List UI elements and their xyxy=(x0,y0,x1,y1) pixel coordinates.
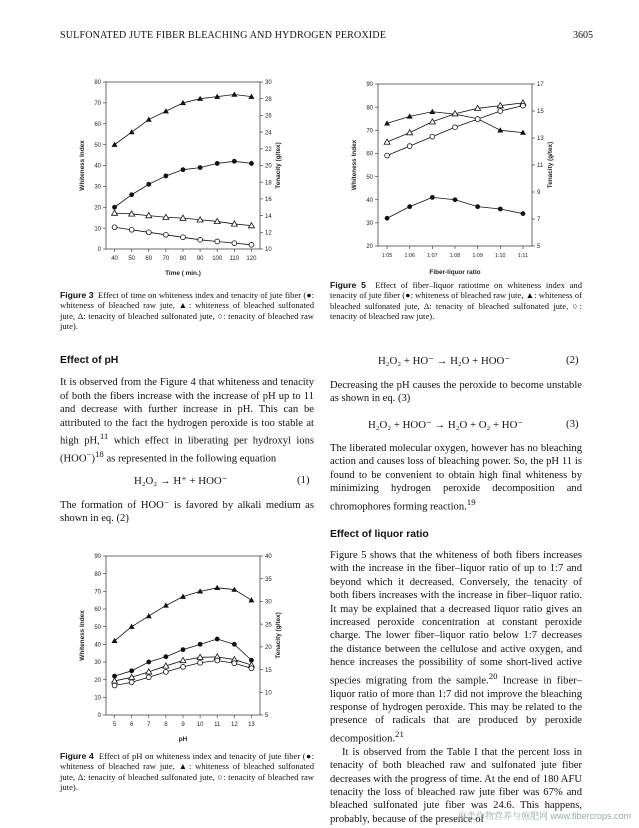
data-point xyxy=(249,161,254,166)
x-tick-label: 1:06 xyxy=(404,253,415,259)
paragraph-hoo-block xyxy=(60,499,314,526)
data-point xyxy=(112,225,117,230)
data-point xyxy=(214,585,220,590)
x-tick-label: 13 xyxy=(248,722,255,728)
data-point xyxy=(249,666,254,671)
data-point xyxy=(385,153,390,158)
y-tick-label: 80 xyxy=(94,80,101,87)
data-point xyxy=(429,109,435,114)
data-point xyxy=(181,664,186,669)
y2-tick-label: 10 xyxy=(265,247,272,254)
equation-2: H₂O₂ + HO⁻ → H₂O + HOO⁻ xyxy=(378,355,511,367)
paragraph-decrease-block xyxy=(330,379,582,406)
y2-tick-label: 12 xyxy=(265,230,272,237)
data-point xyxy=(181,235,186,240)
data-point xyxy=(112,210,118,215)
y2-tick-label: 14 xyxy=(265,213,272,220)
data-point xyxy=(181,167,186,172)
y-tick-label: 30 xyxy=(366,221,373,228)
running-title: SULFONATED JUTE FIBER BLEACHING AND HYDROGEN PEROXIDE xyxy=(60,30,387,41)
data-point xyxy=(232,241,237,246)
data-point xyxy=(198,237,203,242)
data-point xyxy=(232,661,237,666)
figure-3-label: Figure 3 xyxy=(60,290,94,300)
y2-tick-label: 7 xyxy=(537,217,541,224)
series-line xyxy=(387,103,523,142)
data-point xyxy=(163,669,168,674)
data-point xyxy=(407,144,412,149)
data-point xyxy=(521,103,526,108)
data-point xyxy=(521,211,526,216)
figure-5-label: Figure 5 xyxy=(330,280,366,290)
data-point xyxy=(112,142,118,147)
y-tick-label: 60 xyxy=(94,607,101,614)
y2-axis-label: Tenacity (g/tex) xyxy=(275,142,282,189)
x-tick-label: 9 xyxy=(181,722,185,728)
data-point xyxy=(198,642,203,647)
y-tick-label: 70 xyxy=(94,101,101,108)
y2-axis-label: Tenacity (g/tex) xyxy=(547,141,554,189)
x-axis-label: pH xyxy=(178,736,188,743)
data-point xyxy=(112,205,117,210)
data-point xyxy=(249,242,254,247)
y2-tick-label: 22 xyxy=(265,147,272,153)
y2-tick-label: 20 xyxy=(265,163,272,170)
figure-3-caption-text: Effect of time on whiteness index and tenacity of jute fiber (●: whiteness of bleached raw jute, ▲: whiteness of bleached sulfonated jute, Δ: tenacity of bleached sulfonated jute, ○: tenacity of bleached raw jute). xyxy=(60,290,315,332)
y2-tick-label: 35 xyxy=(265,576,272,583)
data-point xyxy=(231,92,237,97)
y2-tick-label: 5 xyxy=(537,244,541,251)
y-tick-label: 40 xyxy=(94,642,101,649)
y-tick-label: 10 xyxy=(94,226,101,233)
equation-1-number: (1) xyxy=(297,474,310,486)
data-point xyxy=(215,161,220,166)
equation-3-number: (3) xyxy=(566,418,579,430)
left-column-text xyxy=(60,354,314,466)
data-point xyxy=(129,680,134,685)
x-tick-label: 70 xyxy=(162,256,170,262)
y2-axis-label: Tenacity (g/tex) xyxy=(275,612,282,659)
data-point xyxy=(215,239,220,244)
x-axis-label: Fiber-liquor ratio xyxy=(429,269,481,276)
y-tick-label: 50 xyxy=(94,142,101,149)
data-point xyxy=(248,597,254,602)
y2-tick-label: 40 xyxy=(265,554,272,561)
x-tick-label: 7 xyxy=(147,722,151,728)
figure-4-chart xyxy=(80,548,290,743)
y-tick-label: 60 xyxy=(366,151,373,158)
figure-5-caption-text: Effect of fiber–liquor ratiotime on whiteness index and tenacity of jute fiber (●: whiteness of bleached raw jute, ▲: whiteness of bleached sulfonated jute, Δ: tenacity of bleached sulfonated jute, ○: tenacity of bleached raw jute). xyxy=(330,280,583,322)
y2-tick-label: 13 xyxy=(537,136,544,143)
paragraph-hoo: The formation of HOO⁻ is favored by alkali medium as shown in eq. (2) xyxy=(60,500,314,525)
x-tick-label: 110 xyxy=(229,256,240,262)
data-point xyxy=(112,683,117,688)
figure-3-caption xyxy=(60,290,314,332)
y-tick-label: 20 xyxy=(94,677,101,684)
y-tick-label: 0 xyxy=(97,713,101,720)
y-tick-label: 50 xyxy=(366,174,373,181)
y-tick-label: 80 xyxy=(366,105,373,112)
figure-4-label: Figure 4 xyxy=(60,751,94,761)
x-tick-label: 120 xyxy=(246,256,257,262)
data-point xyxy=(163,602,169,607)
y2-tick-label: 24 xyxy=(265,130,272,137)
data-point xyxy=(215,658,220,663)
data-point xyxy=(163,232,168,237)
y-tick-label: 40 xyxy=(94,163,101,170)
data-point xyxy=(498,109,503,114)
figure-4-caption-text: Effect of pH on whiteness index and tenacity of jute fiber (●: whiteness of bleached raw jute, ▲: whiteness of bleached sulfonated jute, Δ: tenacity of bleached sulfonated jute, ○: tenacity of bleached raw jute). xyxy=(60,751,314,793)
series-2 xyxy=(112,210,255,228)
data-point xyxy=(146,230,151,235)
x-tick-label: 11 xyxy=(214,722,221,728)
paragraph-table: It is observed from the Table I that the percent loss in tenacity of both bleached raw and sulfonated jute fiber decreases with the progress of time. At the end of 180 AFU tenacity the loss of bleached raw jute fiber was 67% and bleached sulfonated jute fiber was 24.6. This happens, probably, because of the presence of xyxy=(330,746,582,825)
data-point xyxy=(497,127,503,132)
figure-4-caption xyxy=(60,751,314,793)
data-point xyxy=(181,647,186,652)
y-axis-label: Whiteness Index xyxy=(79,140,86,191)
paragraph-decrease: Decreasing the pH causes the peroxide to become unstable as shown in eq. (3) xyxy=(330,380,582,405)
x-tick-label: 1:11 xyxy=(517,253,528,259)
y2-tick-label: 30 xyxy=(265,80,272,87)
y-tick-label: 60 xyxy=(94,121,101,128)
x-tick-label: 12 xyxy=(230,722,238,728)
y-tick-label: 30 xyxy=(94,660,101,667)
x-tick-label: 1:09 xyxy=(472,253,483,259)
paragraph-ph: It is observed from the Figure 4 that whiteness and tenacity of both the fibers increase with the increase of pH up to 11 and decrease with further increase in pH. This can be attributed to the fact the hydrogen peroxide is too stable at high pH,$^{11}$ which effect in liberating per hydroxyl ions $(HOO^-)^{18}$ as represented in the following equation xyxy=(60,377,315,465)
y2-tick-label: 20 xyxy=(265,645,272,652)
x-tick-label: 40 xyxy=(111,256,118,262)
plot-frame xyxy=(106,556,260,715)
data-point xyxy=(129,668,134,673)
y-tick-label: 50 xyxy=(94,624,101,631)
y2-tick-label: 11 xyxy=(537,163,544,170)
data-point xyxy=(384,139,390,144)
x-tick-label: 80 xyxy=(179,256,187,262)
y2-tick-label: 17 xyxy=(537,82,544,89)
y2-tick-label: 25 xyxy=(265,622,272,629)
data-point xyxy=(198,165,203,170)
data-point xyxy=(146,675,151,680)
data-point xyxy=(215,637,220,642)
data-point xyxy=(475,204,480,209)
data-point xyxy=(453,125,458,130)
series-0 xyxy=(112,92,255,147)
series-1 xyxy=(112,159,254,210)
data-point xyxy=(129,624,135,629)
y-tick-label: 90 xyxy=(366,82,373,89)
data-point xyxy=(385,216,390,221)
data-point xyxy=(430,134,435,139)
x-tick-label: 10 xyxy=(196,722,204,728)
x-tick-label: 100 xyxy=(212,256,223,262)
data-point xyxy=(163,174,168,179)
right-column-text xyxy=(330,442,582,826)
data-point xyxy=(129,129,135,134)
data-point xyxy=(146,613,152,618)
y2-tick-label: 28 xyxy=(265,96,272,103)
y-axis-label: Whiteness Index xyxy=(79,610,86,661)
data-point xyxy=(198,660,203,665)
x-axis-label: Time ( min.) xyxy=(165,270,201,277)
x-tick-label: 5 xyxy=(112,722,117,728)
series-2 xyxy=(384,100,526,144)
y-tick-label: 80 xyxy=(94,571,101,578)
x-tick-label: 1:10 xyxy=(495,253,506,259)
y2-tick-label: 26 xyxy=(265,113,272,120)
y-tick-label: 20 xyxy=(366,244,373,251)
data-point xyxy=(232,159,237,164)
data-point xyxy=(163,654,168,659)
series-3 xyxy=(112,225,254,247)
y2-tick-label: 30 xyxy=(265,599,272,606)
equation-1: H₂O₂ → H⁺ + HOO⁻ xyxy=(134,475,228,487)
y-tick-label: 90 xyxy=(94,554,101,561)
figure-5-chart xyxy=(352,74,564,276)
x-tick-label: 1:08 xyxy=(449,253,461,259)
data-point xyxy=(407,130,413,135)
data-point xyxy=(129,227,134,232)
data-point xyxy=(146,660,151,665)
x-tick-label: 50 xyxy=(128,256,136,262)
page-number: 3605 xyxy=(573,30,593,41)
heading-effect-of-liquor-ratio: Effect of liquor ratio xyxy=(330,528,429,540)
y2-tick-label: 16 xyxy=(265,197,272,204)
series-1 xyxy=(385,195,526,221)
y2-tick-label: 9 xyxy=(537,190,541,197)
data-point xyxy=(475,117,480,122)
data-point xyxy=(146,117,152,122)
y-tick-label: 70 xyxy=(94,589,101,596)
y-axis-label: Whiteness Index xyxy=(351,139,358,191)
x-tick-label: 1:05 xyxy=(381,253,393,259)
data-point xyxy=(498,207,503,212)
series-0 xyxy=(112,585,255,643)
x-tick-label: 90 xyxy=(196,256,204,262)
y-tick-label: 20 xyxy=(94,205,101,212)
equation-3: H₂O₂ + HOO⁻ → H₂O + O₂ + HO⁻ xyxy=(368,419,524,431)
y2-tick-label: 18 xyxy=(265,180,272,187)
y-tick-label: 0 xyxy=(97,247,101,254)
y-tick-label: 10 xyxy=(94,695,101,702)
watermark: 麻类作物营养与施肥网 www.fibercrops.com xyxy=(457,811,631,821)
data-point xyxy=(453,197,458,202)
data-point xyxy=(232,642,237,647)
y-tick-label: 70 xyxy=(366,128,373,135)
x-tick-label: 6 xyxy=(129,722,134,728)
y2-tick-label: 15 xyxy=(265,667,272,674)
x-tick-label: 60 xyxy=(145,256,153,262)
equation-2-number: (2) xyxy=(566,354,579,366)
y-tick-label: 40 xyxy=(366,197,373,204)
figure-3-chart xyxy=(80,72,290,277)
y2-tick-label: 10 xyxy=(265,690,272,697)
data-point xyxy=(163,108,169,113)
data-point xyxy=(129,192,134,197)
paragraph-oxygen: The liberated molecular oxygen, however has no bleaching action and causes loss of bleaching power. So, the pH 11 is found to be convenient to obtain high final whiteness by minimizing hydrogen peroxide decomposition and chromophores forming reaction.$^{19}$ xyxy=(330,443,582,513)
paragraph-liquor: Figure 5 shows that the whiteness of both fibers increases with the increase in the fiber–liquor ratio of up to 1:7 and beyond which it decreased. Conversely, the tenacity of both fibers increases with the increase in fiber–liquor ratio. It may be explained that a decreased liquor ratio gives an increased peroxide concentration at constant peroxide charge. The lower fiber–liquor ratio below 1:7 decreases the distance between the cellulose and active oxygen, and hence increases the possibility of some short-lived active species migrating from the sample.$^{20}$ Increase in fiber–liquor ratio of more than 1:7 did not improve the bleaching response of hydrogen peroxide. This may be related to the presence of radicals that are produced by peroxide decomposition.$^{21}$ xyxy=(330,549,582,745)
data-point xyxy=(430,195,435,200)
x-tick-label: 8 xyxy=(164,722,168,728)
plot-frame xyxy=(378,84,532,246)
y-tick-label: 30 xyxy=(94,184,101,191)
data-point xyxy=(146,182,151,187)
y2-tick-label: 5 xyxy=(265,713,269,720)
figure-5-caption xyxy=(330,280,582,322)
x-tick-label: 1:07 xyxy=(427,253,438,259)
data-point xyxy=(407,204,412,209)
y2-tick-label: 15 xyxy=(537,109,544,116)
heading-effect-of-ph: Effect of pH xyxy=(60,355,119,366)
